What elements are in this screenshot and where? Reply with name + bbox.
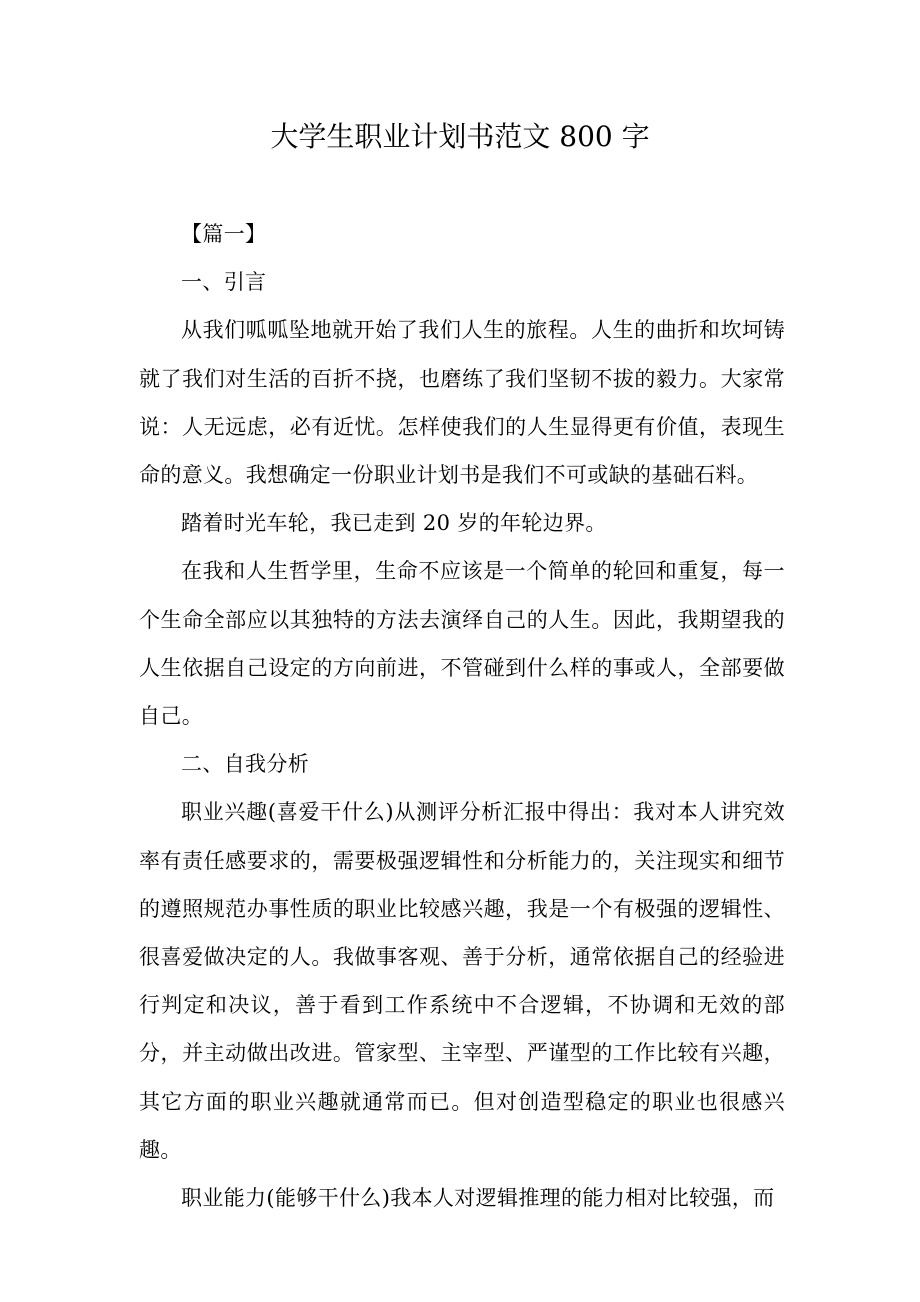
section-heading-self-analysis: 二、自我分析 xyxy=(181,752,310,777)
section-heading-intro: 一、引言 xyxy=(181,270,267,295)
paragraph: 职业兴趣(喜爱干什么)从测评分析汇报中得出：我对本人讲究效率有责任感要求的，需要极强逻辑性和分析能力的，关注现实和细节的遵照规范办事性质的职业比较感兴趣，我是一个有极强的逻辑性、很喜爱做决定的人。我做事客观、善于分析，通常依据自己的经验进行判定和决议，善于看到工作系统中不合逻辑，不协调和无效的部分，并主动做出改进。管家型、主宰型、严谨型的工作比较有兴趣，其它方面的职业兴趣就通常而已。但对创造型稳定的职业也很感兴趣。 xyxy=(139,800,785,1162)
document-body xyxy=(139,210,785,1222)
section-label: 【篇一】 xyxy=(181,222,267,246)
paragraph: 从我们呱呱坠地就开始了我们人生的旅程。人生的曲折和坎坷铸就了我们对生活的百折不挠，也磨练了我们坚韧不拔的毅力。大家常说：人无远虑，必有近忧。怎样使我们的人生显得更有价值，表现生命的意义。我想确定一份职业计划书是我们不可或缺的基础石料。 xyxy=(139,318,785,488)
paragraph: 职业能力(能够干什么)我本人对逻辑推理的能力相对比较强，而 xyxy=(181,1186,775,1211)
paragraph: 在我和人生哲学里，生命不应该是一个简单的轮回和重复，每一个生命全部应以其独特的方法去演绎自己的人生。因此，我期望我的人生依据自己设定的方向前进，不管碰到什么样的事或人，全部要做自己。 xyxy=(139,559,785,729)
paragraph: 踏着时光车轮，我已走到 20 岁的年轮边界。 xyxy=(181,511,607,536)
document-title: 大学生职业计划书范文 800 字 xyxy=(270,120,650,153)
